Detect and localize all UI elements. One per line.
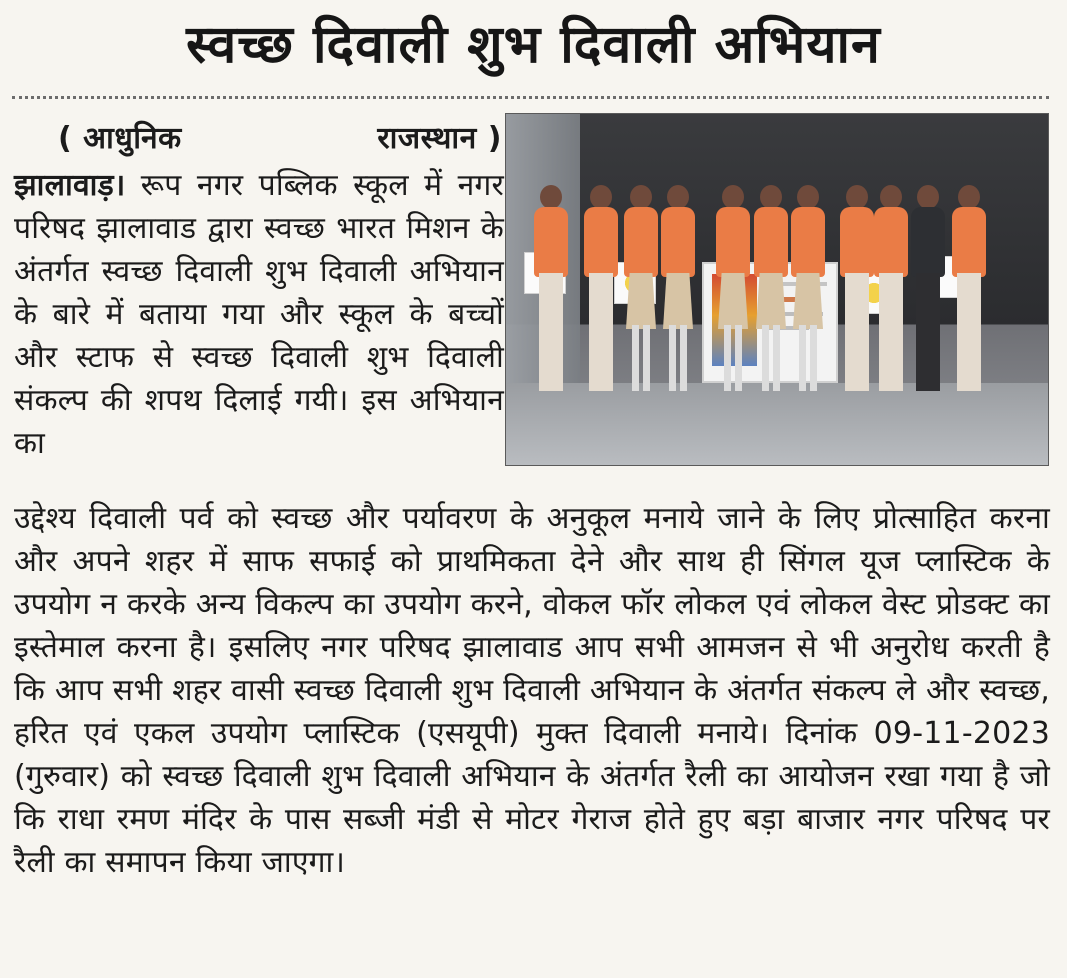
dateline: झालावाड़। <box>14 168 126 203</box>
student-5 <box>716 185 750 405</box>
article-photo <box>505 113 1049 466</box>
headline-divider <box>12 96 1049 99</box>
student-7 <box>791 185 825 405</box>
byline <box>58 122 502 157</box>
student-10 <box>952 185 986 405</box>
byline-left: ( आधुनिक <box>58 121 182 156</box>
column-body-text: रूप नगर पब्लिक स्कूल में नगर परिषद झालावाड द्वारा स्वच्छ भारत मिशन के अंतर्गत स्वच्छ दिवाली शुभ दिवाली अभियान के बारे में बताया गया और स्कूल के बच्चों और स्टाफ से स्वच्छ दिवाली शुभ दिवाली संकल्प की शपथ दिलाई गयी। इस अभियान का <box>14 168 504 461</box>
headline: स्वच्छ दिवाली शुभ दिवाली अभियान <box>186 15 881 75</box>
article-column-text <box>14 164 504 465</box>
byline-right: राजस्थान ) <box>377 121 502 156</box>
student-3 <box>624 185 658 405</box>
student-9 <box>874 185 908 405</box>
student-2 <box>584 185 618 405</box>
student-8 <box>840 185 874 405</box>
article-body-text: उद्देश्य दिवाली पर्व को स्वच्छ और पर्यावरण के अनुकूल मनाये जाने के लिए प्रोत्साहित करना और अपने शहर में साफ सफाई को प्राथमिकता देने और साथ ही सिंगल यूज प्लास्टिक के उपयोग न करके अन्य विकल्प का उपयोग करने, वोकल फॉर लोकल एवं लोकल वेस्ट प्रोडक्ट का इस्तेमाल करना है। इसलिए नगर परिषद झालावाड आप सभी आमजन से भी अनुरोध करती है कि आप सभी शहर वासी स्वच्छ दिवाली शुभ दिवाली अभियान के अंतर्गत संकल्प ले और स्वच्छ, हरित एवं एकल उपयोग प्लास्टिक (एसयूपी) मुक्त दिवाली मनाये। दिनांक 09-11-2023 (गुरुवार) को स्वच्छ दिवाली शुभ दिवाली अभियान के अंतर्गत रैली का आयोजन रखा गया है जो कि राधा रमण मंदिर के पास सब्जी मंडी से मोटर गेराज होते हुए बड़ा बाजार नगर परिषद पर रैली का समापन किया जाएगा। <box>14 501 1050 880</box>
student-4 <box>661 185 695 405</box>
student-6 <box>754 185 788 405</box>
staff-member <box>911 185 945 405</box>
student-1 <box>534 185 568 405</box>
